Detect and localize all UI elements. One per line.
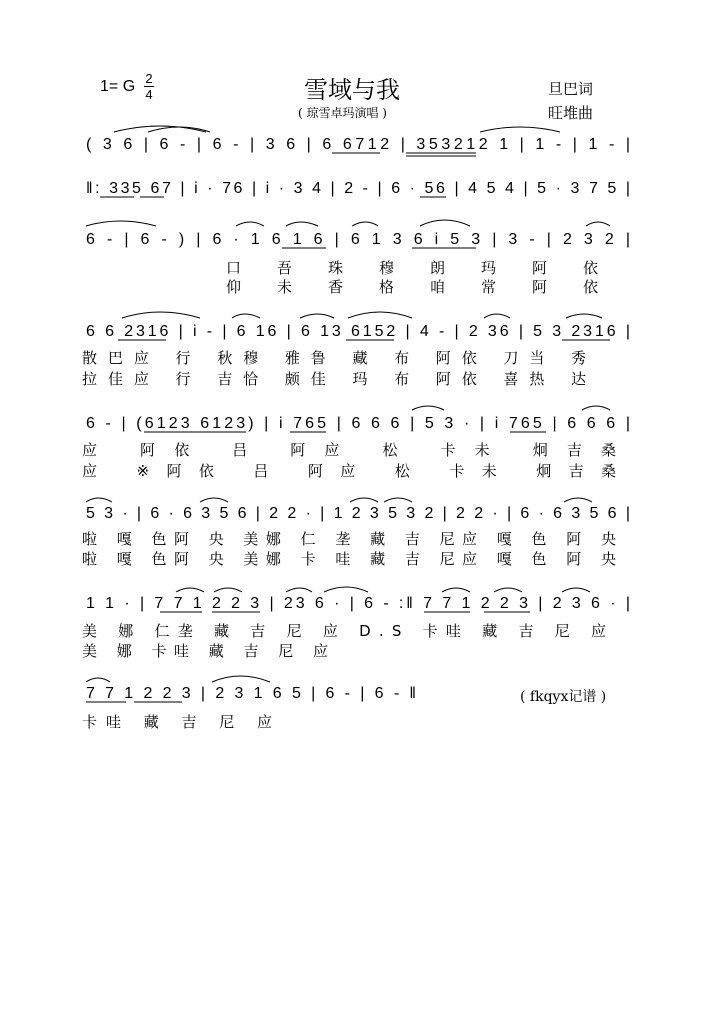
notation-row: 7 7 1 2 2 3 | 2 3 1 6 5 | 6 - | 6 - ‖ xyxy=(86,685,416,702)
lyric-verse-1: 美 娜 仁垄 藏 吉 尼 应 D.S 卡哇 藏 吉 尼 应 xyxy=(82,622,607,640)
lyric-verse-2: 应 ※阿依 吕 阿应 松 卡未 炯吉桑 xyxy=(82,462,616,480)
score-line-5 xyxy=(82,415,630,480)
score-line-8 xyxy=(82,685,416,731)
composer-credit: 旺堆曲 xyxy=(548,104,594,122)
lyricist-credit: 旦巴词 xyxy=(548,80,594,98)
meter-bottom: 4 xyxy=(145,87,153,102)
lyric-verse-2: 美 娜 卡哇 藏 吉 尼 应 xyxy=(82,642,328,660)
notation-row: 5 3 · | 6 · 6 3 5 6 | 2 2 · | 1 2 3 5 3 2 | 2 2 · | 6 · 6 3 5 6 | xyxy=(86,505,630,522)
notation-row: 1 1 · | 7 7 1 2 2 3 | 23 6 · | 6 - :‖ 7 7 1 2 2 3 | 2 3 6 · | xyxy=(86,595,630,612)
lyric-verse-1: 应 阿依 吕 阿应 松 卡未 炯吉桑 xyxy=(82,441,616,459)
notation-row: ( 3 6 | 6 - | 6 - | 3 6 | 6 6712 | 353212 1 | 1 - | 1 - | xyxy=(86,136,631,153)
notation-row: 6 - | 6 - ) | 6 · 1 6 1 6 | 6 1 3 6 i 5 3 | 3 - | 2 3 2 | xyxy=(86,231,631,248)
singer-credit: ( 琼雪卓玛演唱 ) xyxy=(298,106,387,120)
time-signature xyxy=(144,72,154,101)
lyric-verse-2: 仰 未 香 格 咱 常 阿 依 xyxy=(226,278,598,296)
score-line-3 xyxy=(86,231,630,296)
notation-row: 6 - | (6123 6123) | i 765 | 6 6 6 | 5 3 · | i 765 | 6 6 6 | xyxy=(86,415,630,432)
key-signature: 1= G xyxy=(100,78,136,95)
meter-top: 2 xyxy=(145,71,153,86)
score-line-7 xyxy=(82,595,630,660)
score-line-1 xyxy=(86,136,630,153)
transcriber-credit: ( fkqyx记谱 ) xyxy=(520,689,607,705)
lyric-verse-1: 散巴应 行 秋穆 雅鲁 藏 布 阿依 刀当 秀 xyxy=(82,349,586,367)
lyric-verse-1: 卡哇 藏 吉 尼 应 xyxy=(82,713,272,731)
notation-row: ‖: 335 67 | i · 76 | i · 3 4 | 2 - | 6 · 56 | 4 5 4 | 5 · 3 7 5 | xyxy=(86,180,630,197)
score-line-6 xyxy=(82,505,630,568)
lyric-verse-2: 啦 嘎 色阿 央 美娜 卡 哇 藏 吉 尼应 嘎 色 阿 央 xyxy=(82,550,616,568)
score-line-4 xyxy=(82,323,630,388)
lyric-verse-1: 啦 嘎 色阿 央 美娜 仁 垄 藏 吉 尼应 嘎 色 阿 央 xyxy=(82,530,616,548)
notation-row: 6 6 2316 | i - | 6 16 | 6 13 6152 | 4 - | 2 36 | 5 3 2316 | xyxy=(86,323,630,340)
lyric-verse-2: 拉佳应 行 吉恰 颇佳 玛 布 阿依 喜热 达 xyxy=(82,370,586,388)
lyric-verse-1: 口 吾 珠 穆 朗 玛 阿 依 xyxy=(226,259,598,277)
score-line-2 xyxy=(86,180,630,197)
song-title: 雪域与我 xyxy=(304,76,400,104)
